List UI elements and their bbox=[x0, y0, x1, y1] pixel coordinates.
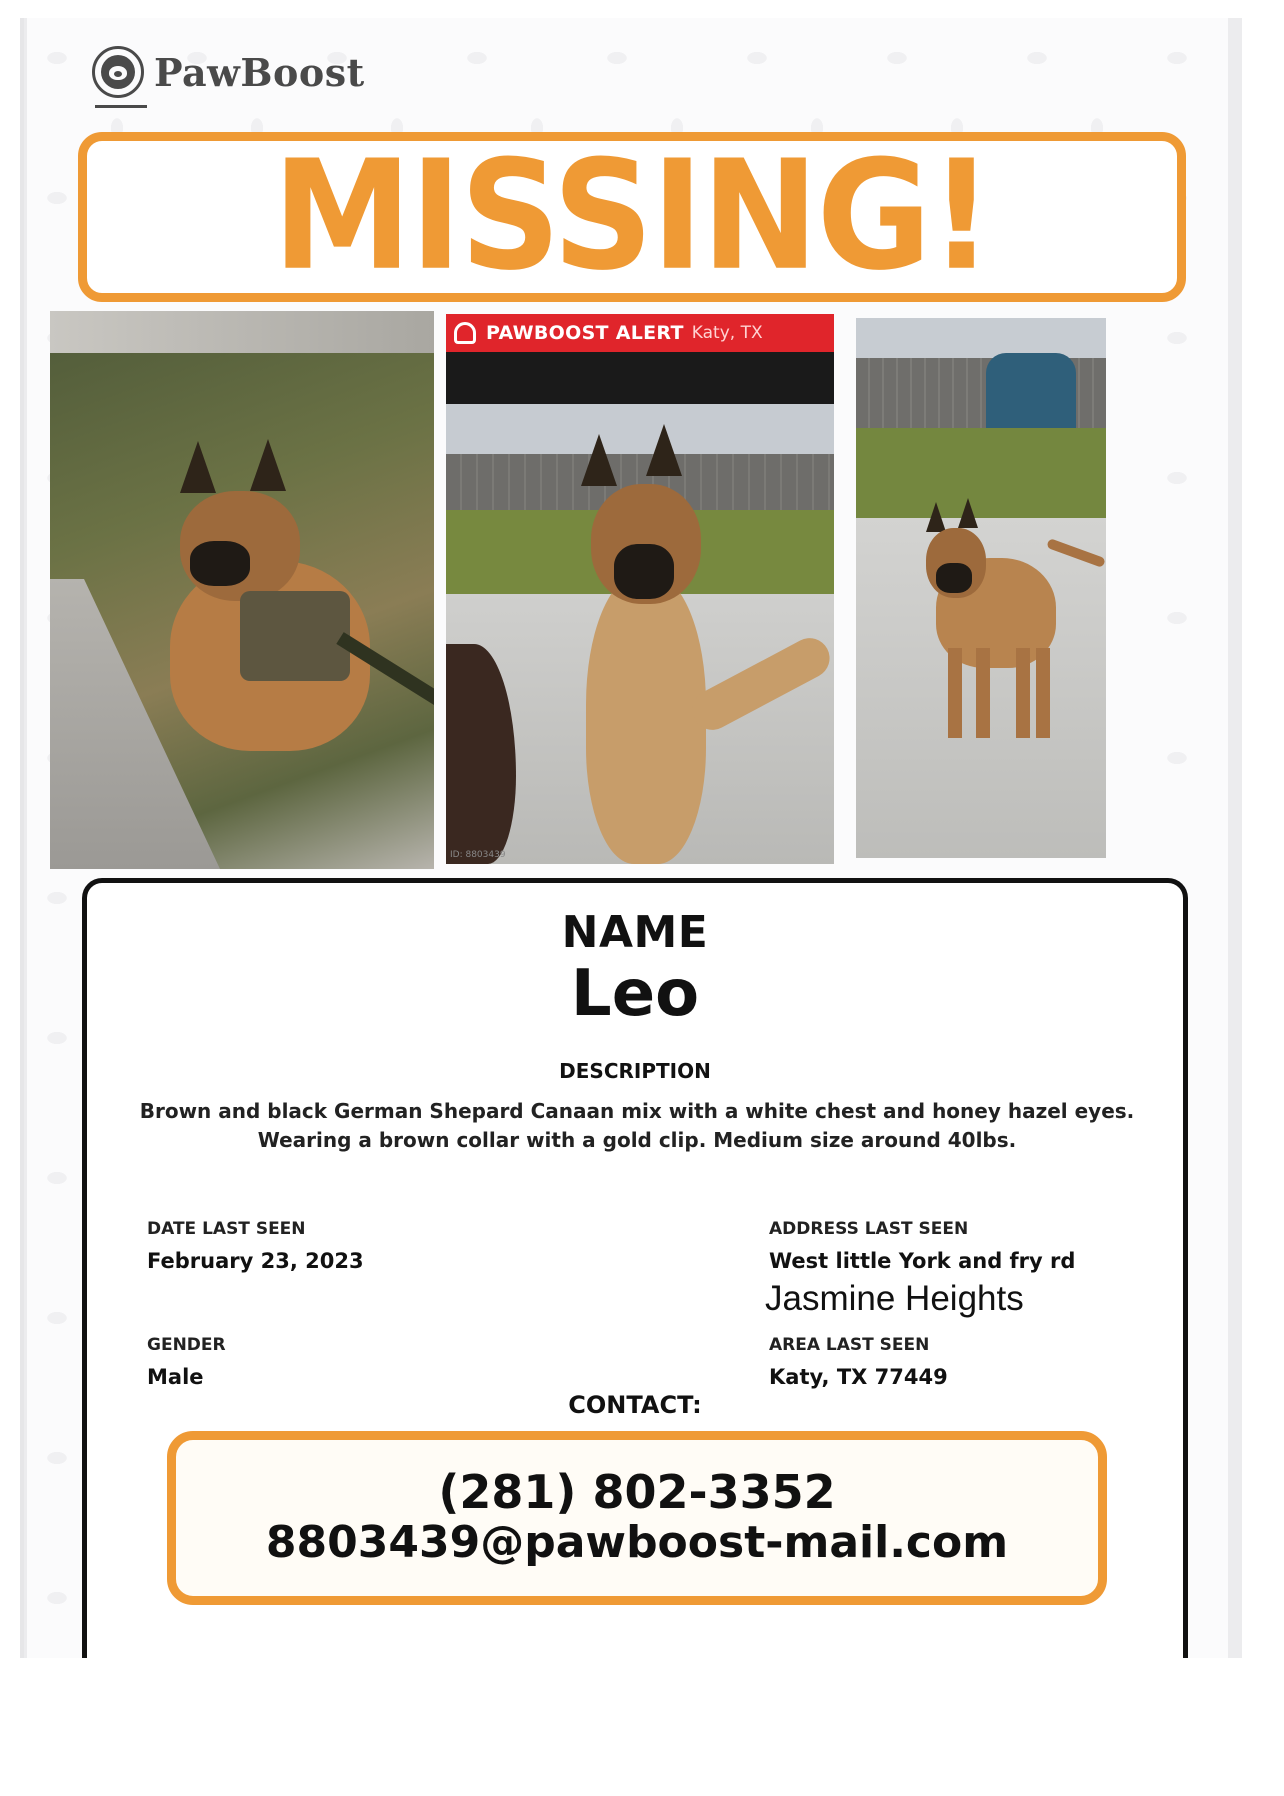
alert-title: PAWBOOST ALERT bbox=[486, 322, 684, 344]
pet-name: Leo bbox=[570, 957, 700, 1031]
gender bbox=[147, 1335, 226, 1389]
pet-photo-2 bbox=[446, 314, 834, 864]
contact-phone[interactable]: (281) 802-3352 bbox=[438, 1465, 836, 1520]
bell-icon bbox=[454, 322, 476, 344]
gender-value: Male bbox=[147, 1365, 204, 1389]
pet-photo-1 bbox=[50, 311, 434, 869]
contact-box bbox=[167, 1431, 1107, 1605]
alert-location: Katy, TX bbox=[691, 323, 763, 343]
description-label: DESCRIPTION bbox=[559, 1059, 711, 1083]
dog-figure bbox=[546, 424, 786, 864]
dog-figure bbox=[896, 508, 1096, 748]
pawboost-alert-bar bbox=[446, 314, 834, 352]
pawboost-dog-icon bbox=[92, 46, 144, 98]
address-extra: Jasmine Heights bbox=[765, 1279, 1024, 1318]
date-value: February 23, 2023 bbox=[147, 1249, 364, 1273]
photo-id: ID: 8803439 bbox=[450, 850, 506, 860]
dog-figure bbox=[140, 431, 390, 761]
pet-info-card bbox=[82, 878, 1188, 1658]
pet-description: Brown and black German Shepard Canaan mix with a white chest and honey hazel eyes. Wearing a brown collar with a gold clip. Medium size around 40lbs. bbox=[139, 1099, 1135, 1152]
address-value: West little York and fry rd bbox=[769, 1249, 1076, 1273]
address-label: ADDRESS LAST SEEN bbox=[769, 1219, 969, 1239]
date-last-seen bbox=[147, 1219, 364, 1273]
brand-logo bbox=[92, 46, 365, 98]
gender-label: GENDER bbox=[147, 1335, 226, 1355]
missing-banner bbox=[78, 128, 1186, 305]
area-last-seen bbox=[769, 1335, 948, 1389]
date-label: DATE LAST SEEN bbox=[147, 1219, 306, 1239]
area-value: Katy, TX 77449 bbox=[769, 1365, 948, 1389]
contact-email[interactable]: 8803439@pawboost-mail.com bbox=[265, 1517, 1009, 1568]
contact-label: CONTACT: bbox=[568, 1391, 702, 1419]
area-label: AREA LAST SEEN bbox=[769, 1335, 930, 1355]
pet-photo-3 bbox=[856, 318, 1106, 858]
missing-headline: MISSING! bbox=[272, 128, 992, 305]
brand-name: PawBoost bbox=[154, 49, 365, 95]
name-label: NAME bbox=[561, 907, 709, 958]
address-last-seen bbox=[769, 1219, 1075, 1273]
